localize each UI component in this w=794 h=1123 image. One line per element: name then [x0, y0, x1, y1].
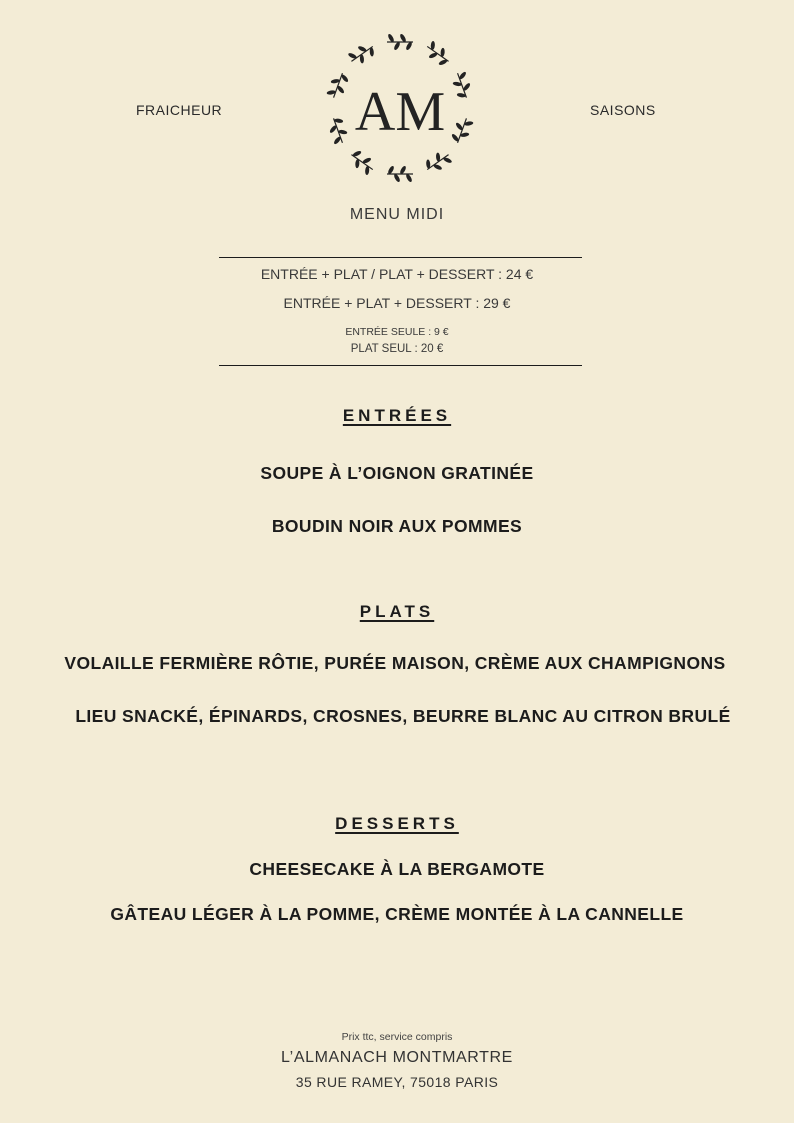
section-title-entrees: ENTRÉES [342, 406, 452, 425]
section-title-plats: PLATS [359, 602, 435, 621]
footer-restaurant-name: L’ALMANACH MONTMARTRE [281, 1049, 513, 1066]
footer-address: 35 RUE RAMEY, 75018 PARIS [295, 1074, 499, 1090]
price-combo-two-courses: ENTRÉE + PLAT / PLAT + DESSERT : 24 € [260, 266, 534, 282]
divider-top [219, 257, 582, 258]
section-title-desserts: DESSERTS [335, 814, 459, 833]
olive-wreath-monogram-icon [318, 26, 482, 190]
dish-dessert-2: GÂTEAU LÉGER À LA POMME, CRÈME MONTÉE À LA CANNELLE [110, 904, 684, 924]
header-left-tagline: FRAICHEUR [136, 102, 223, 118]
price-starter-only: ENTRÉE SEULE : 9 € [345, 326, 449, 338]
divider-bottom [219, 365, 582, 366]
footer-price-note: Prix ttc, service compris [341, 1031, 453, 1043]
dish-entree-1: SOUPE À L’OIGNON GRATINÉE [260, 463, 534, 483]
dish-dessert-1: CHEESECAKE À LA BERGAMOTE [249, 859, 545, 879]
price-combo-three-courses: ENTRÉE + PLAT + DESSERT : 29 € [283, 295, 511, 311]
menu-title: MENU MIDI [349, 206, 445, 223]
dish-plat-1: VOLAILLE FERMIÈRE RÔTIE, PURÉE MAISON, CRÈME AUX CHAMPIGNONS [64, 653, 726, 673]
dish-plat-2: LIEU SNACKÉ, ÉPINARDS, CROSNES, BEURRE BLANC AU CITRON BRULÉ [75, 706, 731, 726]
dish-entree-2: BOUDIN NOIR AUX POMMES [271, 516, 523, 536]
price-main-only: PLAT SEUL : 20 € [350, 343, 444, 355]
logo-monogram: AM [354, 81, 446, 143]
header-right-tagline: SAISONS [590, 102, 656, 118]
